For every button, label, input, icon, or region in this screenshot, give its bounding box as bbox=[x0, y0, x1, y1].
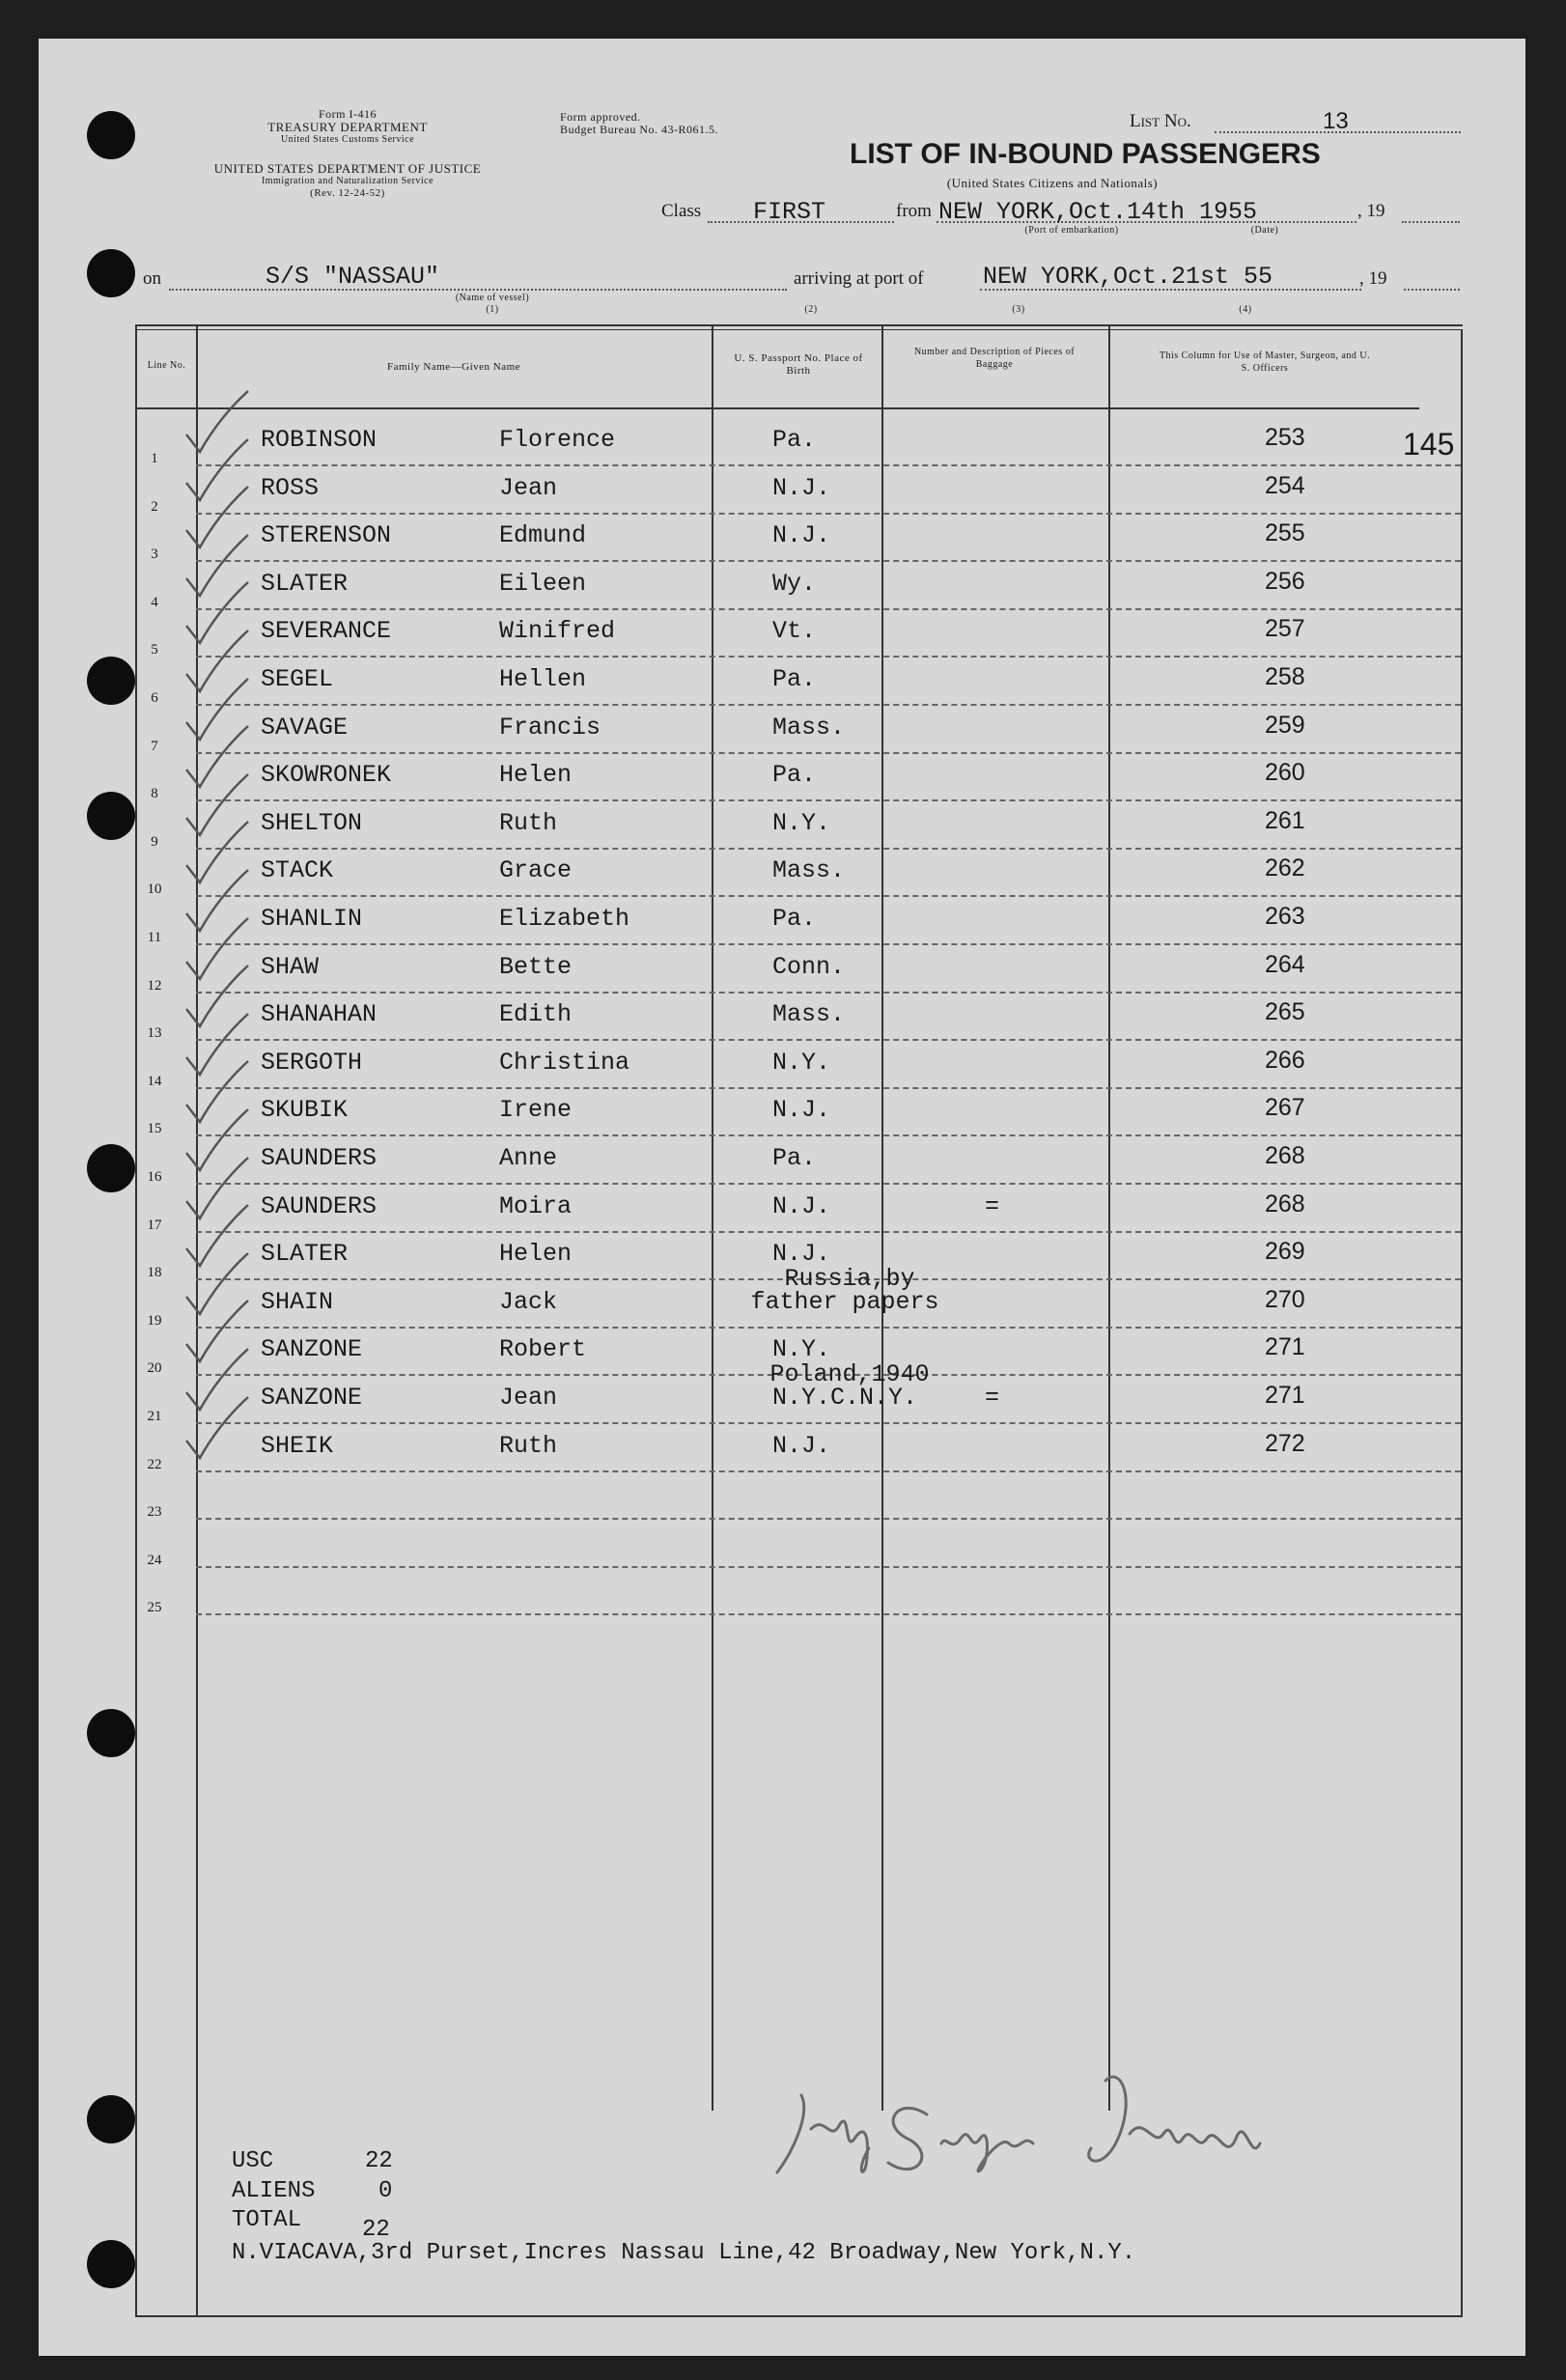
inspector-signature bbox=[772, 2057, 1274, 2182]
place-of-birth: Vt. bbox=[772, 617, 817, 646]
binder-hole bbox=[87, 2095, 135, 2143]
baggage-divider bbox=[1108, 324, 1110, 2111]
given-name: Christina bbox=[499, 1048, 630, 1077]
officer-number: 260 bbox=[1265, 759, 1305, 787]
header-name: Family Name—Given Name bbox=[386, 361, 521, 373]
revision-label: (Rev. 12-24-52) bbox=[310, 187, 385, 199]
binder-hole bbox=[87, 1144, 135, 1192]
ins-label: Immigration and Naturalization Service bbox=[261, 176, 434, 186]
line-number: 3 bbox=[151, 546, 158, 563]
line-number: 12 bbox=[147, 977, 162, 994]
total-label: TOTAL bbox=[232, 2207, 302, 2233]
line-number: 23 bbox=[147, 1504, 162, 1521]
binder-hole bbox=[87, 657, 135, 705]
family-name: SEVERANCE bbox=[261, 617, 392, 646]
officer-number: 270 bbox=[1265, 1285, 1305, 1313]
line-number: 21 bbox=[147, 1409, 162, 1424]
binder-hole bbox=[87, 2240, 135, 2288]
row-separator bbox=[196, 1087, 1461, 1089]
vessel-value: S/S "NASSAU" bbox=[266, 263, 440, 291]
place-of-birth: Mass. bbox=[772, 1000, 846, 1029]
on-label: on bbox=[143, 268, 161, 289]
line-number: 24 bbox=[147, 1552, 162, 1568]
family-name: SHEIK bbox=[261, 1431, 334, 1460]
total-value: 22 bbox=[362, 2217, 390, 2243]
line-number: 18 bbox=[147, 1265, 162, 1281]
family-name: SHAW bbox=[261, 952, 320, 981]
table-right-border bbox=[1461, 329, 1463, 2317]
family-name: SERGOTH bbox=[261, 1048, 363, 1077]
officer-number: 255 bbox=[1265, 519, 1305, 547]
given-name: Edith bbox=[499, 1000, 573, 1029]
line-number: 13 bbox=[147, 1025, 162, 1042]
list-no-label: List No. bbox=[1130, 111, 1191, 131]
officer-number: 265 bbox=[1265, 998, 1305, 1026]
family-name: SHANLIN bbox=[261, 905, 363, 933]
given-name: Bette bbox=[499, 952, 573, 981]
place-of-birth: N.J. bbox=[772, 521, 831, 550]
page-number: 145 bbox=[1403, 427, 1455, 462]
officer-number: 257 bbox=[1265, 615, 1305, 643]
place-of-birth: Mass. bbox=[772, 713, 846, 742]
line-number: 14 bbox=[147, 1073, 162, 1089]
year-suffix: , 19 bbox=[1357, 201, 1385, 221]
port-embark-caption: (Port of embarkation) bbox=[1024, 225, 1119, 236]
row-separator bbox=[196, 1566, 1461, 1568]
header-passport: U. S. Passport No. Place of Birth bbox=[734, 352, 863, 377]
given-name: Jean bbox=[499, 473, 558, 502]
place-of-birth-line-2: father papers bbox=[750, 1287, 939, 1316]
given-name: Robert bbox=[499, 1335, 587, 1364]
family-name: SAVAGE bbox=[261, 713, 349, 742]
family-name: SHELTON bbox=[261, 808, 363, 837]
binder-hole bbox=[87, 1709, 135, 1757]
line-number: 25 bbox=[147, 1600, 162, 1616]
line-number: 9 bbox=[151, 833, 158, 850]
line-number: 6 bbox=[151, 690, 158, 706]
line-number: 5 bbox=[151, 642, 158, 658]
name-divider bbox=[712, 324, 713, 2111]
given-name: Winifred bbox=[499, 617, 616, 646]
family-name: SKOWRONEK bbox=[261, 761, 392, 790]
officer-number: 272 bbox=[1265, 1429, 1305, 1457]
line-number: 8 bbox=[151, 786, 158, 802]
place-of-birth: Russia,by bbox=[784, 1264, 915, 1293]
line-number: 22 bbox=[147, 1456, 162, 1472]
budget-bureau: Budget Bureau No. 43-R061.5. bbox=[560, 123, 718, 136]
place-of-birth: Poland,1940 bbox=[769, 1360, 930, 1388]
family-name: SLATER bbox=[261, 569, 349, 598]
line-number: 7 bbox=[151, 738, 158, 754]
row-separator bbox=[196, 1518, 1461, 1520]
officer-number: 269 bbox=[1265, 1238, 1305, 1266]
place-of-birth: Mass. bbox=[772, 856, 846, 885]
aliens-label: ALIENS bbox=[232, 2178, 316, 2204]
family-name: SANZONE bbox=[261, 1384, 363, 1412]
row-separator bbox=[196, 560, 1461, 562]
year-line-2 bbox=[1404, 289, 1460, 291]
date-caption: (Date) bbox=[1250, 225, 1279, 236]
given-name: Anne bbox=[499, 1144, 558, 1172]
place-of-birth: Conn. bbox=[772, 952, 846, 981]
arriving-label: arriving at port of bbox=[794, 268, 924, 289]
family-name: SANZONE bbox=[261, 1335, 363, 1364]
year-line bbox=[1402, 221, 1460, 223]
officer-number: 259 bbox=[1265, 711, 1305, 739]
manifest-page bbox=[39, 39, 1525, 2356]
check-mark-icon bbox=[179, 1392, 256, 1470]
line-number: 19 bbox=[147, 1312, 162, 1329]
baggage-ditto: = bbox=[985, 1191, 1000, 1220]
row-separator bbox=[196, 656, 1461, 658]
officer-number: 261 bbox=[1265, 806, 1305, 834]
row-separator bbox=[196, 1134, 1461, 1136]
col-1-label: (1) bbox=[486, 304, 499, 315]
line-number: 15 bbox=[147, 1121, 162, 1137]
officer-number: 262 bbox=[1265, 854, 1305, 882]
row-separator bbox=[196, 1231, 1461, 1233]
treasury-label: TREASURY DEPARTMENT bbox=[267, 120, 428, 134]
given-name: Eileen bbox=[499, 569, 587, 598]
row-separator bbox=[196, 704, 1461, 706]
page-subtitle: (United States Citizens and Nationals) bbox=[946, 176, 1159, 190]
family-name: ROBINSON bbox=[261, 426, 378, 454]
vessel-caption: (Name of vessel) bbox=[455, 293, 530, 303]
given-name: Jack bbox=[499, 1287, 558, 1316]
table-left-border bbox=[135, 324, 137, 2317]
row-separator bbox=[196, 608, 1461, 610]
row-separator bbox=[196, 752, 1461, 754]
place-of-birth: Pa. bbox=[772, 426, 817, 454]
place-of-birth: N.Y. bbox=[772, 1335, 831, 1364]
officer-number: 268 bbox=[1265, 1190, 1305, 1218]
page-title: LIST OF IN-BOUND PASSENGERS bbox=[850, 138, 1321, 170]
table-bottom-border bbox=[135, 2315, 1463, 2317]
row-separator bbox=[196, 799, 1461, 801]
given-name: Ruth bbox=[499, 1431, 558, 1460]
row-separator bbox=[196, 848, 1461, 850]
row-separator bbox=[196, 513, 1461, 515]
class-value: FIRST bbox=[753, 198, 826, 226]
table-header-rule bbox=[135, 407, 1419, 409]
given-name: Edmund bbox=[499, 521, 587, 550]
line-number: 11 bbox=[147, 930, 162, 945]
given-name: Jean bbox=[499, 1384, 558, 1412]
justice-label: UNITED STATES DEPARTMENT OF JUSTICE bbox=[213, 161, 482, 176]
given-name: Florence bbox=[499, 426, 616, 454]
place-of-birth: N.J. bbox=[772, 473, 831, 502]
officer-number: 263 bbox=[1265, 903, 1305, 930]
baggage-ditto: = bbox=[985, 1384, 1000, 1412]
col-3-label: (3) bbox=[1012, 304, 1025, 315]
form-number: Form I-416 bbox=[319, 107, 377, 121]
family-name: SEGEL bbox=[261, 665, 334, 693]
row-separator bbox=[196, 1183, 1461, 1185]
family-name: SAUNDERS bbox=[261, 1191, 378, 1220]
line-number: 2 bbox=[151, 498, 158, 515]
aliens-value: 0 bbox=[378, 2178, 393, 2204]
row-separator bbox=[196, 1039, 1461, 1041]
col-2-label: (2) bbox=[804, 304, 818, 315]
given-name: Helen bbox=[499, 1240, 573, 1269]
family-name: SHAIN bbox=[261, 1287, 334, 1316]
place-of-birth: N.J. bbox=[772, 1240, 831, 1269]
place-of-birth: Pa. bbox=[772, 761, 817, 790]
officer-number: 256 bbox=[1265, 567, 1305, 595]
year-suffix-2: , 19 bbox=[1359, 268, 1387, 289]
officer-number: 253 bbox=[1265, 424, 1305, 451]
form-approved: Form approved. bbox=[560, 110, 641, 124]
from-value: NEW YORK,Oct.14th 1955 bbox=[938, 198, 1258, 226]
line-number: 17 bbox=[147, 1217, 162, 1233]
family-name: STERENSON bbox=[261, 521, 392, 550]
officer-number: 254 bbox=[1265, 471, 1305, 499]
given-name: Francis bbox=[499, 713, 601, 742]
place-of-birth: Pa. bbox=[772, 905, 817, 933]
row-separator bbox=[196, 895, 1461, 897]
place-of-birth: Pa. bbox=[772, 1144, 817, 1172]
list-no-value: 13 bbox=[1323, 108, 1349, 134]
family-name: SKUBIK bbox=[261, 1096, 349, 1125]
row-separator bbox=[196, 1422, 1461, 1424]
binder-hole bbox=[87, 249, 135, 297]
vessel-line bbox=[169, 289, 787, 291]
place-of-birth: N.J. bbox=[772, 1096, 831, 1125]
place-of-birth: Wy. bbox=[772, 569, 817, 598]
col-4-label: (4) bbox=[1239, 304, 1252, 315]
given-name: Elizabeth bbox=[499, 905, 630, 933]
line-number: 4 bbox=[151, 594, 158, 610]
place-of-birth: N.Y. bbox=[772, 1048, 831, 1077]
row-separator bbox=[196, 992, 1461, 994]
binder-hole bbox=[87, 111, 135, 159]
table-top-border-2 bbox=[135, 329, 1463, 330]
given-name: Irene bbox=[499, 1096, 573, 1125]
row-separator bbox=[196, 1327, 1461, 1329]
family-name: STACK bbox=[261, 856, 334, 885]
family-name: ROSS bbox=[261, 473, 320, 502]
family-name: SHANAHAN bbox=[261, 1000, 378, 1029]
given-name: Hellen bbox=[499, 665, 587, 693]
given-name: Helen bbox=[499, 761, 573, 790]
row-separator bbox=[196, 943, 1461, 945]
given-name: Ruth bbox=[499, 808, 558, 837]
officer-number: 267 bbox=[1265, 1094, 1305, 1122]
usc-label: USC bbox=[232, 2148, 274, 2174]
row-separator bbox=[196, 1613, 1461, 1615]
given-name: Grace bbox=[499, 856, 573, 885]
place-of-birth: Pa. bbox=[772, 665, 817, 693]
officer-number: 271 bbox=[1265, 1382, 1305, 1409]
line-number: 10 bbox=[147, 882, 162, 898]
header-line-no: Line No. bbox=[147, 360, 186, 371]
class-label: Class bbox=[661, 201, 702, 221]
line-number: 16 bbox=[147, 1169, 162, 1185]
passport-divider bbox=[881, 324, 883, 2111]
usc-value: 22 bbox=[365, 2148, 393, 2174]
header-baggage: Number and Description of Pieces of Baggage bbox=[913, 347, 1076, 370]
customs-label: United States Customs Service bbox=[280, 134, 415, 145]
header-officers: This Column for Use of Master, Surgeon, and U. S. Officers bbox=[1159, 350, 1371, 374]
table-top-border bbox=[135, 324, 1463, 326]
from-label: from bbox=[896, 201, 932, 221]
family-name: SAUNDERS bbox=[261, 1144, 378, 1172]
footer-agent-line: N.VIACAVA,3rd Purset,Incres Nassau Line,42 Broadway,New York,N.Y. bbox=[232, 2240, 1136, 2266]
officer-number: 264 bbox=[1265, 950, 1305, 978]
place-of-birth-line-2: N.Y.C.N.Y. bbox=[771, 1384, 918, 1412]
row-separator bbox=[196, 464, 1461, 466]
line-number: 1 bbox=[151, 451, 158, 466]
binder-hole bbox=[87, 792, 135, 840]
officer-number: 271 bbox=[1265, 1333, 1305, 1361]
officer-number: 258 bbox=[1265, 663, 1305, 690]
arriving-value: NEW YORK,Oct.21st 55 bbox=[983, 263, 1273, 291]
place-of-birth: N.Y. bbox=[772, 808, 831, 837]
place-of-birth: N.J. bbox=[772, 1431, 831, 1460]
line-number: 20 bbox=[147, 1360, 162, 1377]
place-of-birth: N.J. bbox=[772, 1191, 831, 1220]
row-separator bbox=[196, 1470, 1461, 1472]
given-name: Moira bbox=[499, 1191, 573, 1220]
officer-number: 266 bbox=[1265, 1046, 1305, 1074]
officer-number: 268 bbox=[1265, 1142, 1305, 1169]
family-name: SLATER bbox=[261, 1240, 349, 1269]
